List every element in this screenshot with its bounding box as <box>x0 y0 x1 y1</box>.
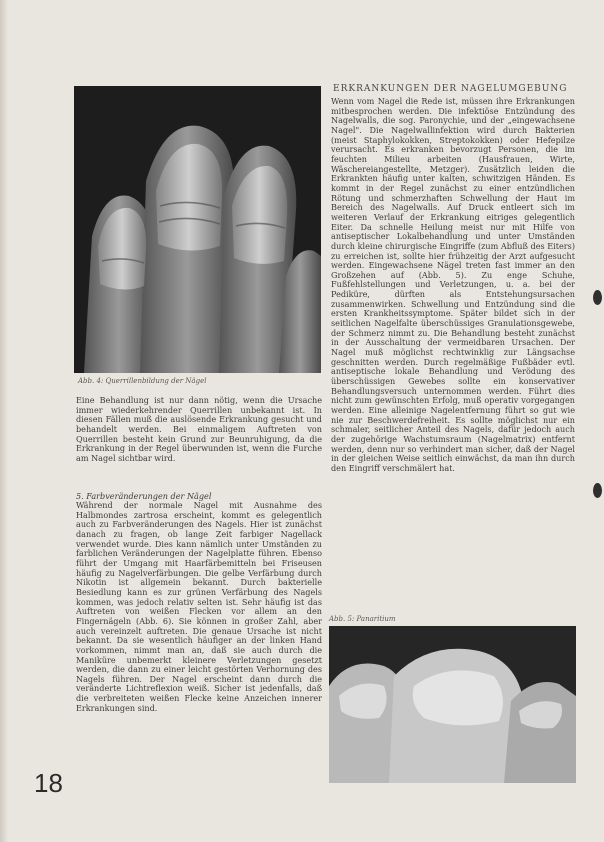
paragraph: Während der normale Nagel mit Ausnahme des Halbmondes zartrosa erscheint, kommt es gelegentlich auch zu Farbveränderungen des Nagels. Hier ist zunächst danach zu fragen, ob lange Zeit farbiger Nagellack verwendet wurde. Dies kann nämlich unter Umständen zu farblichen Veränderungen der Nagelplatte führen. Ebenso führt der Umgang mit Haarfärbemitteln bei Friseusen häufig zu Nagelverfärbungen. Die gelbe Verfärbung durch Nikotin ist allgemein bekannt. Durch bakterielle Besiedlung kann es zur grünen Verfärbung des Nagels kommen, was jedoch relativ selten ist. Sehr häufig ist das Auftreten von weißen Flecken vor allem an den Fingernägeln (Abb. 6). Sie können in großer Zahl, aber auch vereinzelt auftreten. Die genaue Ursache ist nicht bekannt. Da sie wesentlich häufiger an der linken Hand vorkommen, nimmt man an, daß sie auch durch die Maniküre unbemerkt kleinere Verletzungen gesetzt werden, die dann zu einer leicht gestörten Verhornung des Nagels führen. Der Nagel erscheint dann durch die veränderte Lichtreflexion weiß. Sicher ist jedenfalls, daß die verbreiteten weißen Flecke keine Anzeichen innerer Erkrankungen sind. <box>76 500 322 713</box>
binder-hole <box>593 483 602 498</box>
binder-hole <box>593 290 602 305</box>
figure-4-caption: Abb. 4: Querrillenbildung der Nägel <box>78 377 207 385</box>
fingernail-ridges-photo <box>74 86 321 373</box>
left-column-body <box>76 501 322 713</box>
toenail-photo <box>329 626 576 783</box>
figure-5-caption: Abb. 5: Panaritium <box>329 615 396 623</box>
page-number: 18 <box>34 768 63 798</box>
right-column-body <box>331 97 575 474</box>
paragraph: Eine Behandlung ist nur dann nötig, wenn die Ursache immer wiederkehrender Querrillen unbekannt ist. In diesen Fällen muß die auslösende Erkrankung gesucht und behandelt werden. Bei einmaligem Auftreten von Querrillen besteht kein Grund zur Beunruhigung, da die Erkrankung in der Regel überwunden ist, wenn die Furche am Nagel sichtbar wird. <box>76 395 322 463</box>
binder-holes <box>586 0 604 842</box>
section-heading: 5. Farbveränderungen der Nägel <box>76 491 212 501</box>
section-title: ERKRANKUNGEN DER NAGELUMGEBUNG <box>333 84 568 94</box>
paragraph: Wenn vom Nagel die Rede ist, müssen ihre Erkrankungen mitbesprochen werden. Die infektiöse Entzündung des Nagelwalls, die sog. Paronychie, und der „eingewachsene Nagel". Die Nagelwallinfektion wird durch Bakterien (meist Staphylokokken, Streptokokken) oder Hefepilze verursacht. Es erkranken bevorzugt Personen, die im feuchten Milieu arbeiten (Hausfrauen, Wirte, Wäschereiangestellte, Metzger). Zusätzlich leiden die Erkrankten häufig unter kalten, schwitzigen Händen. Es kommt in der Regel zunächst zu einer entzündlichen Rötung und schmerzhaften Schwellung der Haut im Bereich des Nagelwalls. Auf Druck entleert sich im weiteren Verlauf der Erkrankung eitriges gelegentlich Eiter. Da schnelle Heilung meist nur mit Hilfe von antiseptischer Lokalbehandlung und unter Umständen durch kleine chirurgische Eingriffe (zum Abfluß des Eiters) zu erreichen ist, sollte hier frühzeitig der Arzt aufgesucht werden. Eingewachsene Nägel treten fast immer an den Großzehen auf (Abb. 5). Zu enge Schuhe, Fußfehlstellungen und Verletzungen, u. a. bei der Pediküre, dürften als Entstehungsursachen zusammenwirken. Schwellung und Entzündung sind die ersten Krankheitssymptome. Später bildet sich in der seitlichen Nagelfalte überschüssiges Granulationsgewebe, der Schmerz nimmt zu. Die Behandlung besteht zunächst in der Ausschaltung der vermeidbaren Ursachen. Der Nagel muß möglichst rechtwinklig zur Längsachse geschnitten werden. Durch regelmäßige Fußbäder evtl. antiseptische lokale Behandlung und Verödung des überschüssigen Gewebes sollte ein konservativer Behandlungsversuch unternommen werden. Führt dies nicht zum gewünschten Erfolg, muß operativ vorgegangen werden. Eine alleinige Nagelentfernung führt so gut wie nie zur Beschwerdefreiheit. Es sollte möglichst nur ein schmaler, seitlicher Anteil des Nagels, dafür jedoch auch der zugehörige Wachstumsraum (Nagelmatrix) entfernt werden, denn nur so verhindert man sicher, daß der Nagel in der gleichen Weise seitlich einwächst, da man ihn durch den Eingriff verschmälert hat. <box>331 96 575 473</box>
page-edge <box>0 0 8 842</box>
left-column-intro <box>76 396 322 464</box>
